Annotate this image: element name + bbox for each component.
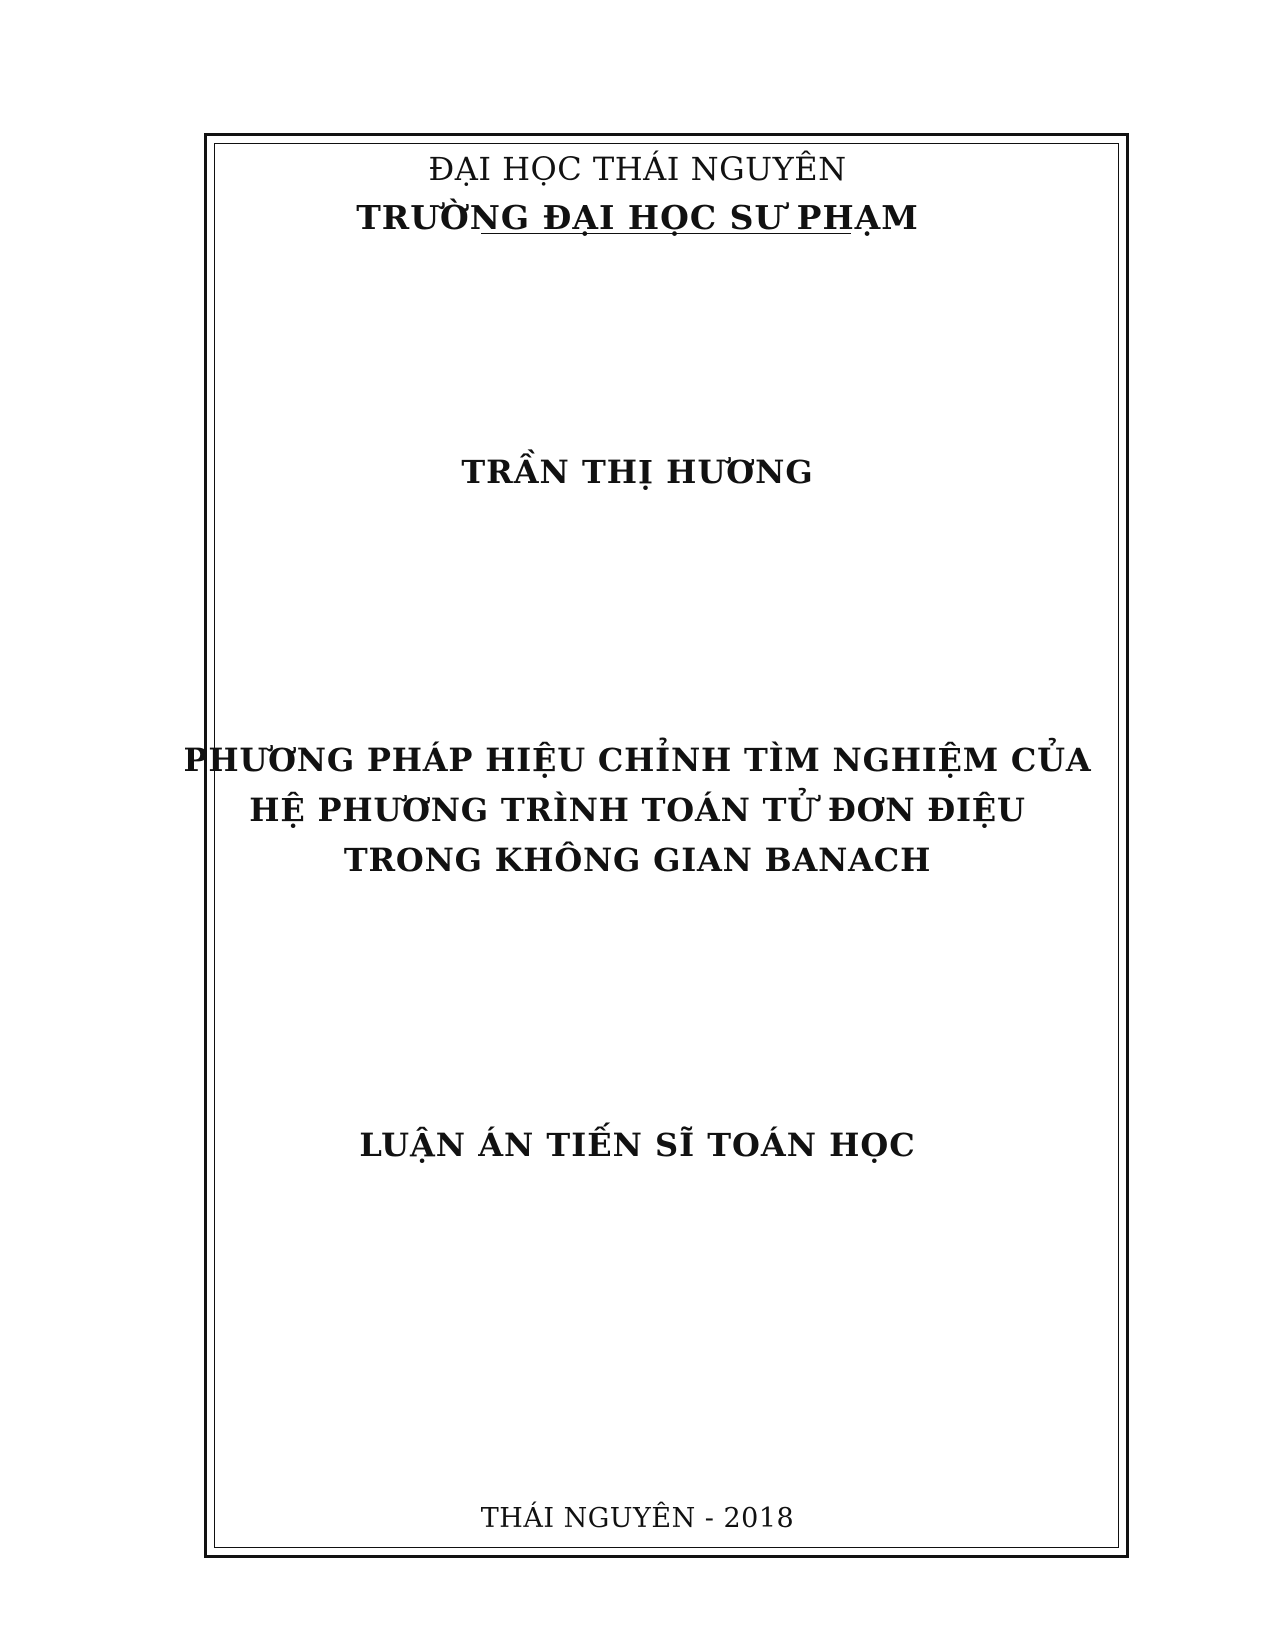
author-name: TRẦN THỊ HƯƠNG [461, 453, 814, 491]
degree-type: LUẬN ÁN TIẾN SĨ TOÁN HỌC [359, 1126, 916, 1164]
thesis-title-line-2: HỆ PHƯƠNG TRÌNH TOÁN TỬ ĐƠN ĐIỆU [249, 791, 1026, 829]
university-name: ĐẠI HỌC THÁI NGUYÊN [428, 150, 847, 188]
thesis-title-line-1: PHƯƠNG PHÁP HIỆU CHỈNH TÌM NGHIỆM CỦA [183, 741, 1092, 779]
school-name: TRƯỜNG ĐẠI HỌC SƯ PHẠM [356, 198, 919, 237]
thesis-title-line-3: TRONG KHÔNG GIAN BANACH [343, 841, 932, 879]
place-and-year: THÁI NGUYÊN - 2018 [480, 1503, 795, 1534]
school-underline [481, 233, 851, 234]
